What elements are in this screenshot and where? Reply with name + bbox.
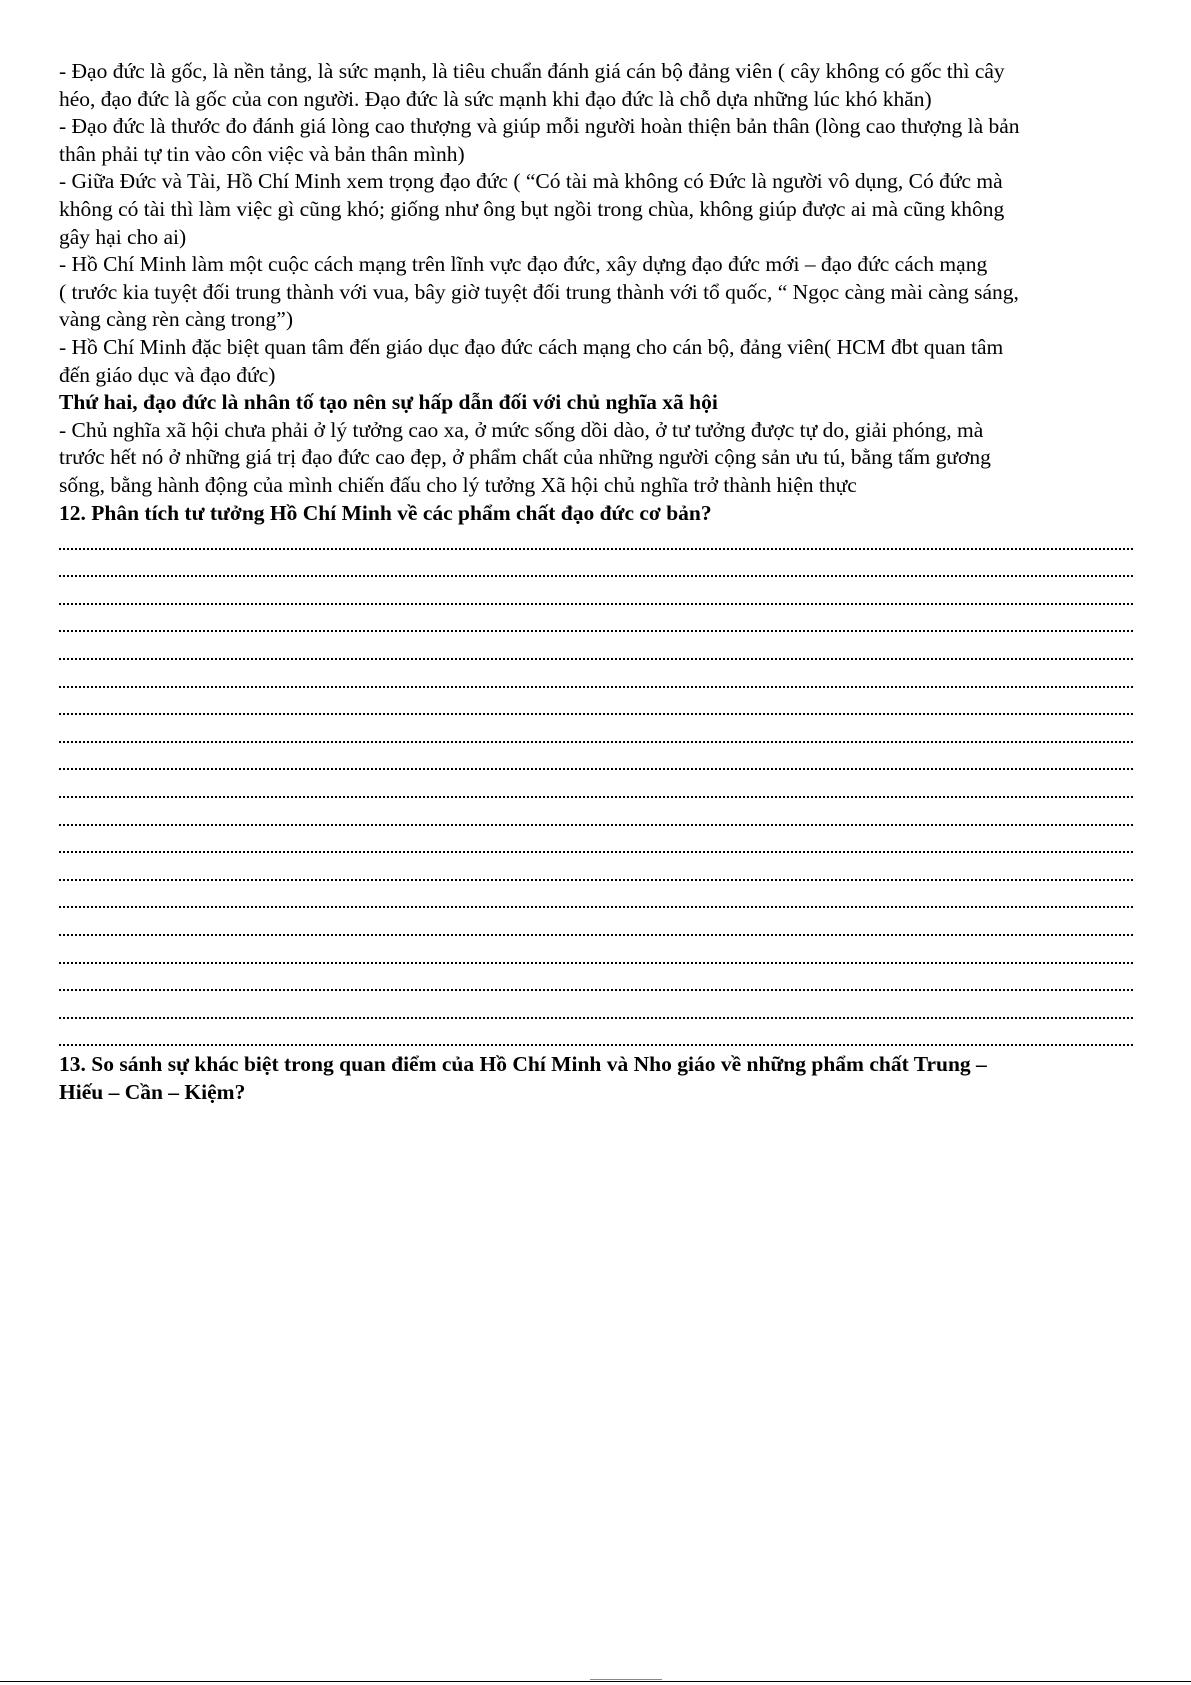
text-line: ( trước kia tuyệt đối trung thành với vua, bây giờ tuyệt đối trung thành với tổ quốc, “ Ngọc càng mài càng sáng, xyxy=(59,279,1019,304)
text-line: - Đạo đức là gốc, là nền tảng, là sức mạnh, là tiêu chuẩn đánh giá cán bộ đảng viên ( cây không có gốc thì cây xyxy=(59,59,1005,83)
text-line: thân phải tự tin vào côn việc và bản thân mình) xyxy=(59,141,465,166)
dotted-answer-line xyxy=(59,720,1133,748)
text-line: - Hồ Chí Minh làm một cuộc cách mạng trên lĩnh vực đạo đức, xây dựng đạo đức mới – đạo đức cách mạng xyxy=(59,252,988,277)
dotted-answer-line xyxy=(59,665,1133,693)
dotted-answer-line xyxy=(59,1024,1133,1052)
text-line: - Chủ nghĩa xã hội chưa phải ở lý tưởng cao xa, ở mức sống dồi dào, ở tư tưởng được tự do, giải phóng, mà xyxy=(59,417,984,442)
dotted-answer-line xyxy=(59,941,1133,969)
answer-area-dotted-lines xyxy=(59,527,1133,1051)
dotted-answer-line xyxy=(59,775,1133,803)
text-line: - Đạo đức là thước đo đánh giá lòng cao thượng và giúp mỗi người hoàn thiện bản thân (lòng cao thượng là bản xyxy=(59,114,1020,139)
dotted-answer-line xyxy=(59,610,1133,638)
text-line: - Hồ Chí Minh đặc biệt quan tâm đến giáo dục đạo đức cách mạng cho cán bộ, đảng viên( HCM đbt quan tâm xyxy=(59,334,1004,359)
dotted-answer-line xyxy=(59,637,1133,665)
text-line: không có tài thì làm việc gì cũng khó; giống như ông bụt ngồi trong chùa, không giúp được ai mà cũng không xyxy=(59,196,1005,221)
document-page xyxy=(59,58,1133,1107)
page-bottom-rule xyxy=(0,1681,1191,1682)
text-line: gây hại cho ai) xyxy=(59,224,187,249)
text-line: héo, đạo đức là gốc của con người. Đạo đức là sức mạnh khi đạo đức là chỗ dựa những lúc khó khăn) xyxy=(59,86,932,111)
text-line: đến giáo dục và đạo đức) xyxy=(59,362,276,387)
text-line: - Giữa Đức và Tài, Hồ Chí Minh xem trọng đạo đức ( “Có tài mà không có Đức là người vô dụng, Có đức mà xyxy=(59,169,1003,194)
dotted-answer-line xyxy=(59,886,1133,914)
text-line: vàng càng rèn càng trong”) xyxy=(59,307,294,332)
page-bottom-mark xyxy=(590,1679,662,1680)
dotted-answer-line xyxy=(59,858,1133,886)
dotted-answer-line xyxy=(59,748,1133,776)
question-13-heading: 13. So sánh sự khác biệt trong quan điểm của Hồ Chí Minh và Nho giáo về những phẩm chất Trung – xyxy=(59,1052,987,1077)
dotted-answer-line xyxy=(59,803,1133,831)
text-line: trước hết nó ở những giá trị đạo đức cao đẹp, ở phẩm chất của những người cộng sản ưu tú, bằng tấm gương xyxy=(59,445,991,470)
dotted-answer-line xyxy=(59,555,1133,583)
dotted-answer-line xyxy=(59,527,1133,555)
dotted-answer-line xyxy=(59,996,1133,1024)
text-line: sống, bằng hành động của mình chiến đấu cho lý tưởng Xã hội chủ nghĩa trở thành hiện thực xyxy=(59,472,857,497)
question-13-heading-continued: Hiếu – Cần – Kiệm? xyxy=(59,1079,246,1104)
section-heading: Thứ hai, đạo đức là nhân tố tạo nên sự hấp dẫn đối với chủ nghĩa xã hội xyxy=(59,390,718,415)
dotted-answer-line xyxy=(59,831,1133,859)
dotted-answer-line xyxy=(59,913,1133,941)
dotted-answer-line xyxy=(59,582,1133,610)
dotted-answer-line xyxy=(59,969,1133,997)
question-12-heading: 12. Phân tích tư tưởng Hồ Chí Minh về các phẩm chất đạo đức cơ bản? xyxy=(59,500,712,525)
dotted-answer-line xyxy=(59,693,1133,721)
